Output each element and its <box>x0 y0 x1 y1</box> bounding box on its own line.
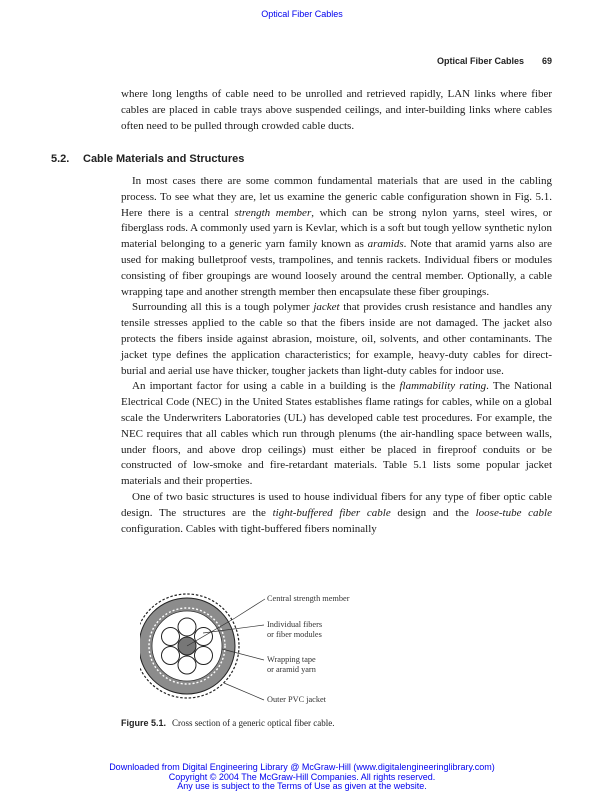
label-outer-pvc-jacket: Outer PVC jacket <box>267 695 326 704</box>
intro-paragraph: where long lengths of cable need to be unrolled and retrieved rapidly, LAN links where fiber cables are placed in cable trays above suspended ceilings, and inter-building links where cables often need to be pulled through crowded cable ducts. <box>121 88 552 132</box>
label-central-strength-member: Central strength member <box>267 594 350 603</box>
section-heading <box>51 153 244 165</box>
paragraph-jacket <box>121 300 552 379</box>
text-run: One of two basic structures is used to house individual fibers for any type of fiber optic cable design. The structures are the <box>121 490 552 519</box>
paragraph-materials <box>121 174 552 300</box>
paragraph-flammability <box>121 379 552 490</box>
label-line: Wrapping tape <box>267 655 316 664</box>
section-body <box>121 174 552 537</box>
text-run: . Note that aramid yarns also are used for making bulletproof vests, trampolines, and tennis rackets. Individual fibers or modules consisting of fiber groupings are wound loosely around the central member. Optionally, a cable wrapping tape and another strength member then encapsulate these fiber groupings. <box>121 238 553 298</box>
figure-caption <box>121 718 334 728</box>
running-header <box>0 56 552 66</box>
page-number: 69 <box>541 56 552 66</box>
term-tight-buffered: tight-buffered fiber cable <box>272 506 391 519</box>
text-run: Surrounding all this is a tough polymer <box>132 301 314 314</box>
label-line: or fiber modules <box>267 630 322 639</box>
footer-terms[interactable]: Any use is subject to the Terms of Use as given at the website. <box>177 781 427 791</box>
text-run: that provides crush resistance and handles any tensile stresses applied to the cable so that the fibers inside are not damaged. The jacket also protects the fibers inside against abrasion, moisture, oil, solvents, and other contaminants. The jacket type defines the application characteristics; for example, heavy-duty cables for direct-burial and aerial use have thicker, tougher jackets than light-duty cables for indoor use. <box>121 301 552 377</box>
running-title: Optical Fiber Cables <box>436 56 524 66</box>
text-run: . The National Electrical Code (NEC) in the United States establishes flame ratings for cables, while on a global scale the Underwriters Laboratories (UL) has developed cable test procedures. For example, the NEC requires that all cables which run through plenums (the air-handling space between walls, under floors, and above drop ceilings) must either be placed in fireproof conduits or be constructed of low-smoke and fire-retardant materials. Table 5.1 lists some popular jacket materials and their properties. <box>121 380 552 488</box>
term-flammability-rating: flammability rating <box>399 380 487 393</box>
footer-copyright[interactable]: Copyright © 2004 The McGraw-Hill Companies. All rights reserved. <box>168 772 436 782</box>
term-aramids: aramids <box>367 238 404 251</box>
cable-cross-section-figure <box>140 583 380 711</box>
text-run: In most cases there are some common fundamental materials that are used in the cabling process. To see what they are, let us examine the generic cable configuration shown in Fig. 5.1. Here there is a central <box>121 175 552 219</box>
text-run: configuration. Cables with tight-buffered fibers nominally <box>121 522 377 535</box>
figure-caption-label: Figure 5.1. <box>121 718 167 728</box>
section-number: 5.2. <box>51 153 70 165</box>
label-wrapping-tape <box>267 655 316 675</box>
term-strength-member: strength member <box>234 206 312 219</box>
intro-section <box>121 87 552 134</box>
label-individual-fibers <box>267 620 322 640</box>
figure-caption-text: Cross section of a generic optical fiber cable. <box>172 718 335 728</box>
paragraph-structures <box>121 490 552 537</box>
term-jacket: jacket <box>313 301 340 314</box>
top-title-link[interactable]: Optical Fiber Cables <box>261 9 343 19</box>
section-title: Cable Materials and Structures <box>83 153 245 165</box>
fiber-module <box>162 647 180 665</box>
fiber-module <box>195 647 213 665</box>
text-run: design and the <box>390 506 476 519</box>
fiber-module <box>162 628 180 646</box>
text-run: An important factor for using a cable in a building is the <box>132 380 400 393</box>
fiber-module <box>178 618 196 636</box>
footer-download-link[interactable]: Downloaded from Digital Engineering Library @ McGraw-Hill (www.digitalengineeringlibrary.com) <box>109 762 495 772</box>
term-loose-tube: loose-tube cable <box>475 506 552 519</box>
label-line: or aramid yarn <box>267 665 316 674</box>
fiber-module <box>178 656 196 674</box>
label-line: Individual fibers <box>267 620 323 629</box>
text-run: , which can be strong nylon yarns, steel wires, or fiberglass rods. A commonly used yarn is Kevlar, which is a soft but tough yellow synthetic nylon material belonging to a generic yarn family known as <box>121 206 552 251</box>
